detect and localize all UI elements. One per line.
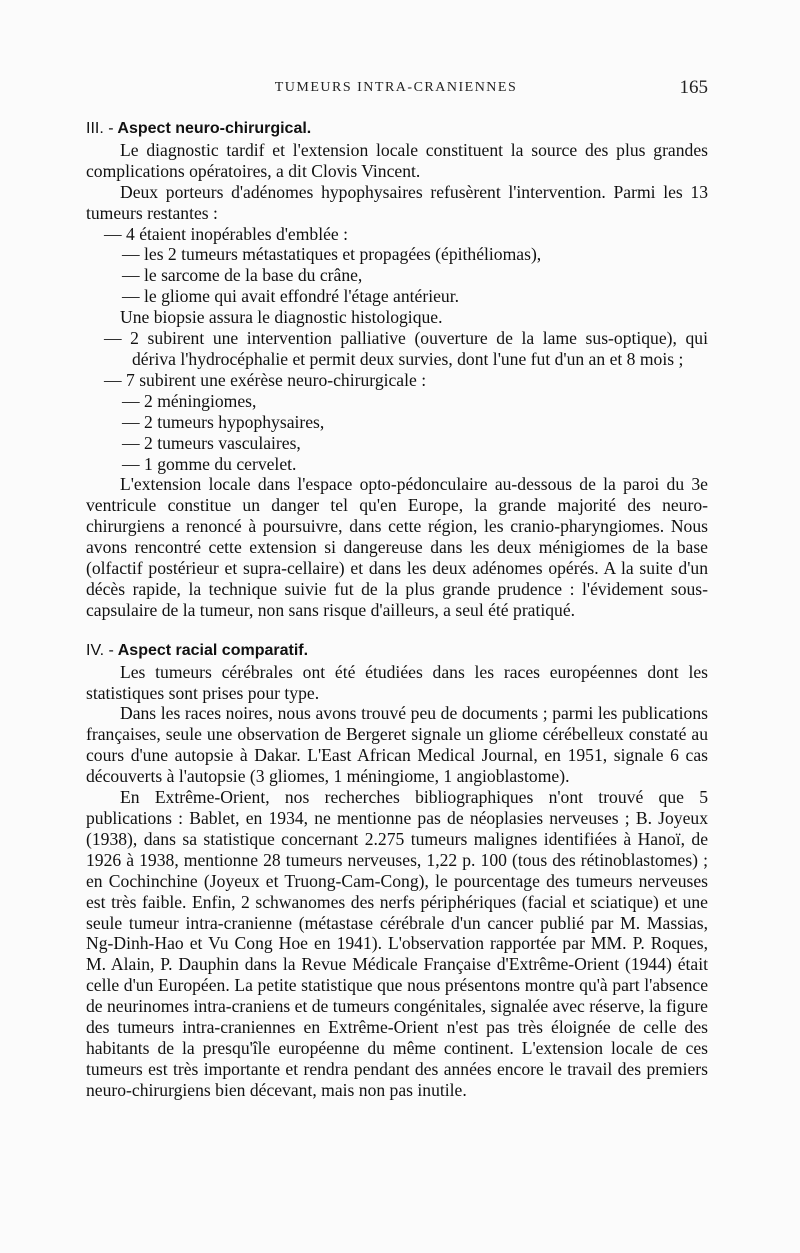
sub-list-item: — 1 gomme du cervelet. (122, 453, 297, 474)
page-number: 165 (679, 77, 708, 98)
sub-list-item: — 2 tumeurs vasculaires, (122, 432, 301, 453)
paragraph: Les tumeurs cérébrales ont été étudiées dans les races européennes dont les statistiques sont prises pour type. (86, 661, 708, 703)
paragraph: Deux porteurs d'adénomes hypophysaires refusèrent l'intervention. Parmi les 13 tumeurs restantes : (86, 181, 708, 223)
paragraph: L'extension locale dans l'espace opto-pédonculaire au-dessous de la paroi du 3e ventricule constitue un danger tel qu'en Europe, la grande majorité des neuro-chirurgiens a renoncé à poursuivre, dans cette région, les cranio-pharyngiomes. Nous avons rencontré cette extension si dangereuse dans les deux ménigiomes de la base (olfactif postérieur et supra-cellaire) et dans les deux adénomes opérés. A la suite d'un décès rapide, la technique suivie fut de la plus grande prudence : l'évidement sous-capsulaire de la tumeur, non sans risque d'ailleurs, a seul été pratiqué. (86, 474, 708, 620)
sub-list-item: — le sarcome de la base du crâne, (122, 265, 363, 286)
running-title: TUMEURS INTRA-CRANIENNES (274, 80, 518, 95)
section-number: IV. - (86, 641, 114, 659)
section-heading-3 (86, 119, 708, 140)
section-title: Aspect racial comparatif. (117, 641, 309, 659)
sub-list-item: — le gliome qui avait effondré l'étage antérieur. (122, 286, 459, 307)
sub-list-item: — 2 méningiomes, (122, 390, 257, 411)
section-heading-4 (86, 641, 708, 662)
paragraph: Dans les races noires, nous avons trouvé peu de documents ; parmi les publications françaises, seule une observation de Bergeret signale un gliome cérébelleux constaté au cours d'une autopsie à Dakar. L'East African Medical Journal, en 1951, signale 6 cas découverts à l'autopsie (3 gliomes, 1 méningiome, 1 angioblastome). (86, 703, 708, 787)
list-item: — 7 subirent une exérèse neuro-chirurgicale : (104, 369, 427, 390)
section-gap (86, 621, 708, 638)
sub-list-item: — les 2 tumeurs métastatiques et propagées (épithéliomas), (122, 244, 542, 265)
paragraph: En Extrême-Orient, nos recherches bibliographiques n'ont trouvé que 5 publications : Bablet, en 1934, ne mentionne pas de néoplasies nerveuses ; B. Joyeux (1938), dans sa statistique concernant 2.275 tumeurs malignes identifiées à Hanoï, de 1926 à 1938, mentionne 28 tumeurs nerveuses, 1,22 p. 100 (tous des rétinoblastomes) ; en Cochinchine (Joyeux et Truong-Cam-Cong), le pourcentage des tumeurs nerveuses est très faible. Enfin, 2 schwanomes des nerfs périphériques (facial et sciatique) et une seule tumeur intra-cranienne (métastase cérébrale d'un cancer publié par M. Massias, Ng-Dinh-Hao et Vu Cong Hoe en 1941). L'observation rapportée par MM. P. Roques, M. Alain, P. Dauphin dans la Revue Médicale Française d'Extrême-Orient (1944) était celle d'un Européen. La petite statistique que nous présentons montre qu'à part l'absence de neurinomes intra-craniens et de tumeurs congénitales, signalée avec réserve, la figure des tumeurs intra-craniennes en Extrême-Orient n'est pas très éloignée de celle des habitants de la presqu'île européenne du même continent. L'extension locale de ces tumeurs est très importante et rendra pendant des années encore le travail des premiers neuro-chirurgiens bien décevant, mais non pas inutile. (86, 787, 708, 1100)
paragraph: Le diagnostic tardif et l'extension locale constituent la source des plus grandes complications opératoires, a dit Clovis Vincent. (86, 139, 708, 181)
section-title: Aspect neuro-chirurgical. (117, 120, 312, 137)
page-body (86, 116, 708, 1101)
sub-list-item: — 2 tumeurs hypophysaires, (122, 411, 325, 432)
page-header (84, 77, 708, 100)
list-item: — 4 étaient inopérables d'emblée : (104, 223, 349, 244)
paragraph: Une biopsie assura le diagnostic histologique. (120, 307, 443, 328)
section-number: III. - (86, 120, 114, 137)
list-item: — 2 subirent une intervention palliative (ouverture de la lame sus-optique), qui dériva l'hydrocéphalie et permit deux survies, dont l'une fut d'un an et 8 mois ; (104, 328, 708, 369)
